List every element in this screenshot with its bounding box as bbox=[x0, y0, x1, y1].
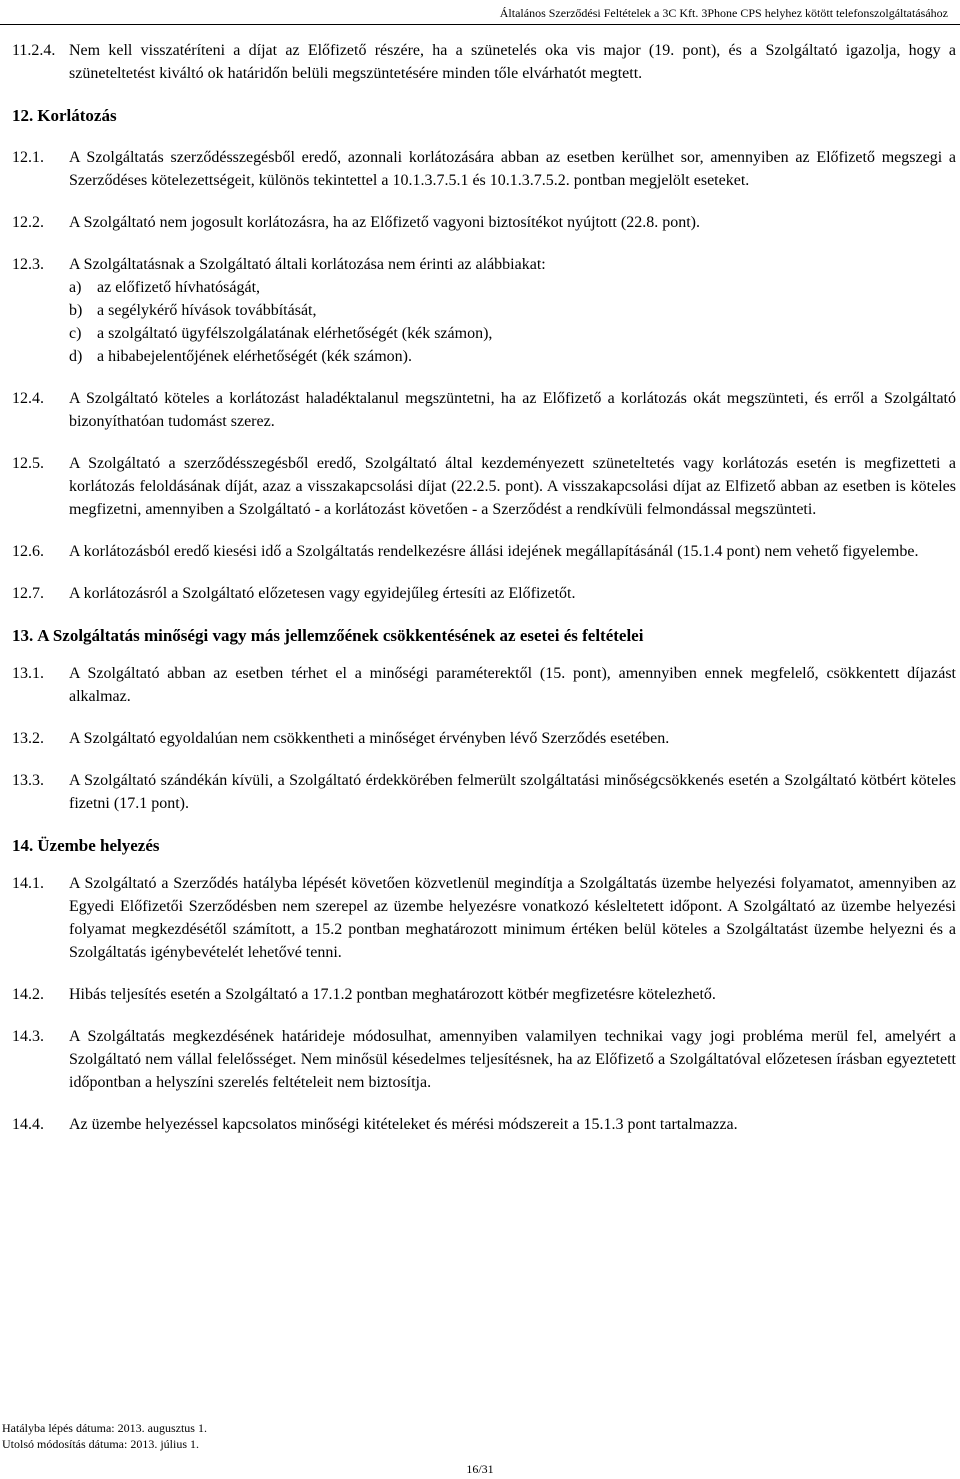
clause-text: A korlátozásról a Szolgáltató előzetesen vagy egyidejűleg értesíti az Előfizetőt. bbox=[69, 585, 576, 602]
list-text: a segélykérő hívások továbbítását, bbox=[97, 302, 317, 319]
clause-number: 14.2. bbox=[12, 986, 44, 1003]
list-label: d) bbox=[69, 348, 83, 365]
clause-number: 13.1. bbox=[12, 665, 44, 682]
clause-text: A Szolgáltatás megkezdésének határideje módosulhat, amennyiben valamilyen technikai vagy jogi probléma merül fel, amelyért a Szolgáltató nem vállal felelősséget. Nem minősül késedelmes teljesítésnek, ha az Előfizető a Szolgáltatóval előzetesen írásban egyeztetett időpontban a helyszíni szerelés feltételeit nem biztosítja. bbox=[69, 1028, 956, 1091]
clause-13-1 bbox=[12, 662, 956, 708]
list-text: a szolgáltató ügyfélszolgálatának elérhetőségét (kék számon), bbox=[97, 325, 493, 342]
clause-number: 12.2. bbox=[12, 214, 44, 231]
list-label: b) bbox=[69, 302, 83, 319]
clause-14-4 bbox=[12, 1113, 956, 1136]
clause-12-6 bbox=[12, 540, 956, 563]
page-number: 16/31 bbox=[466, 1462, 494, 1476]
clause-text: A Szolgáltató abban az esetben térhet el a minőségi paraméterektől (15. pont), amennyiben ennek megfelelő, csökkentett díjazást alkalmaz. bbox=[69, 665, 956, 705]
list-item bbox=[69, 299, 956, 322]
section-title: Üzembe helyezés bbox=[37, 836, 160, 855]
section-heading-13 bbox=[12, 624, 956, 647]
section-title: Korlátozás bbox=[37, 106, 117, 125]
clause-number: 12.1. bbox=[12, 149, 44, 166]
clause-number: 12.7. bbox=[12, 585, 44, 602]
clause-number: 14.3. bbox=[12, 1028, 44, 1045]
clause-text: A korlátozásból eredő kiesési idő a Szolgáltatás rendelkezésre állási idejének megállapításánál (15.1.4 pont) nem vehető figyelembe. bbox=[69, 543, 919, 560]
clause-text: A Szolgáltató a Szerződés hatályba lépését követően közvetlenül megindítja a Szolgáltatás üzembe helyezési folyamatot, amennyiben az Egyedi Előfizetői Szerződésben nem szerepel az üzembe helyezésre vonatkozó késleltetett időpont. A Szolgáltató az üzembe helyezési folyamat megkezdésétől számított, a 15.2 pontban meghatározott minimum értéken belül köteles a Szolgáltatást üzembe helyezni és a Szolgáltatás igénybevételét lehetővé tenni. bbox=[69, 875, 956, 961]
clause-13-2 bbox=[12, 727, 956, 750]
list-item bbox=[69, 276, 956, 299]
clause-14-2 bbox=[12, 983, 956, 1006]
section-title: A Szolgáltatás minőségi vagy más jellemzőének csökkentésének az esetei és feltételei bbox=[37, 626, 644, 645]
section-number: 14. bbox=[12, 836, 34, 855]
list-label: c) bbox=[69, 325, 82, 342]
list-text: az előfizető hívhatóságát, bbox=[97, 279, 261, 296]
list-label: a) bbox=[69, 279, 82, 296]
clause-12-2 bbox=[12, 211, 956, 234]
clause-text: A Szolgáltatás szerződésszegésből eredő, azonnali korlátozására abban az esetben kerülhet sor, amennyiben az Előfizető megszegi a Szerződéses kötelezettségeit, különös tekintettel a 10.1.3.7.5.1 és 10.1.3.7.5.2. pontban megjelölt eseteket. bbox=[69, 149, 956, 189]
clause-text: Az üzembe helyezéssel kapcsolatos minőségi kitételeket és mérési módszereit a 15.1.3 pont tartalmazza. bbox=[69, 1116, 738, 1133]
section-number: 12. bbox=[12, 106, 34, 125]
clause-number: 12.5. bbox=[12, 455, 44, 472]
clause-text: A Szolgáltató szándékán kívüli, a Szolgáltató érdekkörében felmerült szolgáltatási minőségcsökkenés esetén a Szolgáltató kötbért köteles fizetni (17.1 pont). bbox=[69, 772, 956, 812]
section-heading-14 bbox=[12, 834, 956, 857]
clause-number: 14.4. bbox=[12, 1116, 44, 1133]
running-header: Általános Szerződési Feltételek a 3C Kft. 3Phone CPS helyhez kötött telefonszolgáltatásához bbox=[499, 6, 948, 20]
header-divider bbox=[0, 24, 960, 25]
list-item bbox=[69, 322, 956, 345]
modified-date: Utolsó módosítás dátuma: 2013. július 1. bbox=[2, 1437, 199, 1451]
clause-text: Nem kell visszatéríteni a díjat az Előfizető részére, ha a szünetelés oka vis major (19. pont), és a Szolgáltató igazolja, hogy a szüneteltetést kiváltó ok határidőn belüli megszüntetésére minden tőle elvárhatót megtett. bbox=[69, 42, 956, 82]
page-footer bbox=[2, 1420, 207, 1452]
clause-text: A Szolgáltatásnak a Szolgáltató általi korlátozása nem érinti az alábbiakat: bbox=[69, 256, 546, 273]
clause-number: 12.4. bbox=[12, 390, 44, 407]
section-number: 13. bbox=[12, 626, 34, 645]
document-body bbox=[12, 39, 956, 1136]
clause-14-3 bbox=[12, 1025, 956, 1094]
clause-text: Hibás teljesítés esetén a Szolgáltató a 17.1.2 pontban meghatározott kötbér megfizetésre kötelezhető. bbox=[69, 986, 716, 1003]
clause-number: 13.3. bbox=[12, 772, 44, 789]
clause-number: 14.1. bbox=[12, 875, 44, 892]
clause-text: A Szolgáltató nem jogosult korlátozásra, ha az Előfizető vagyoni biztosítékot nyújtott (22.8. pont). bbox=[69, 214, 700, 231]
section-heading-12 bbox=[12, 104, 956, 127]
clause-number: 12.6. bbox=[12, 543, 44, 560]
clause-text: A Szolgáltató köteles a korlátozást haladéktalanul megszüntetni, ha az Előfizető a korlátozás okát megszünteti, és erről a Szolgáltató bizonyíthatóan tudomást szerez. bbox=[69, 390, 956, 430]
clause-12-4 bbox=[12, 387, 956, 433]
list-text: a hibabejelentőjének elérhetőségét (kék számon). bbox=[97, 348, 412, 365]
clause-13-3 bbox=[12, 769, 956, 815]
clause-14-1 bbox=[12, 872, 956, 964]
clause-12-3 bbox=[12, 253, 956, 368]
clause-12-7 bbox=[12, 582, 956, 605]
clause-number: 12.3. bbox=[12, 256, 44, 273]
clause-number: 11.2.4. bbox=[12, 42, 56, 59]
clause-number: 13.2. bbox=[12, 730, 44, 747]
clause-11-2-4 bbox=[12, 39, 956, 85]
effective-date: Hatályba lépés dátuma: 2013. augusztus 1. bbox=[2, 1421, 207, 1435]
clause-12-5 bbox=[12, 452, 956, 521]
clause-text: A Szolgáltató a szerződésszegésből eredő, Szolgáltató által kezdeményezett szüneteltetés vagy korlátozás esetén is megfizetteti a korlátozás feloldásának díját, azaz a visszakapcsolási díjat (22.2.5. pont). A visszakapcsolási díjat az Elfizető abban az esetben is köteles megfizetni, amennyiben a Szolgáltató - a korlátozást követően - a Szerződést a rendkívüli felmondással megszünteti. bbox=[69, 455, 956, 518]
clause-text: A Szolgáltató egyoldalúan nem csökkentheti a minőséget érvényben lévő Szerződés esetében. bbox=[69, 730, 670, 747]
list-item bbox=[69, 345, 956, 368]
exception-list bbox=[69, 276, 956, 368]
clause-12-1 bbox=[12, 146, 956, 192]
